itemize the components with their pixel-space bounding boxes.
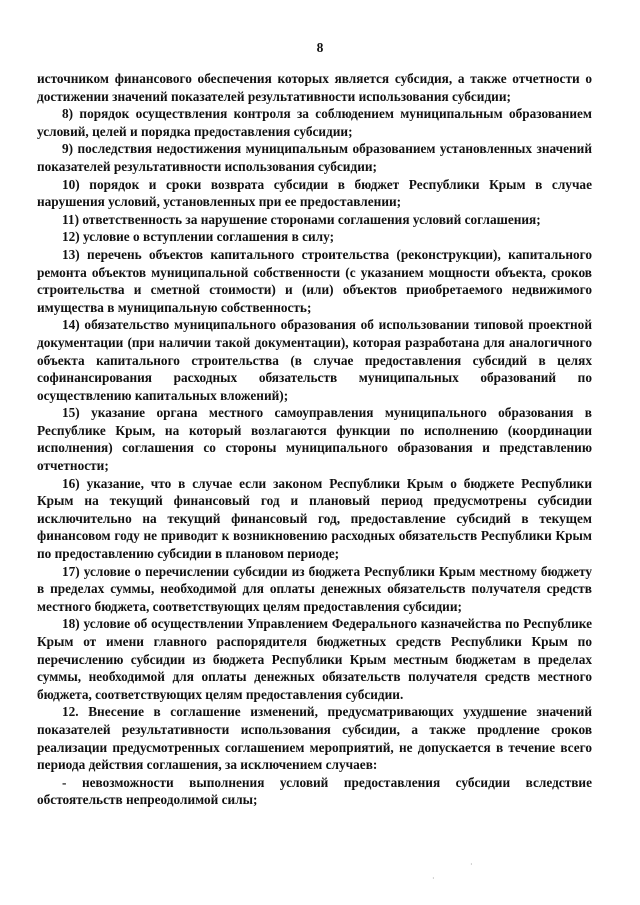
paragraph-item-8: 8) порядок осуществления контроля за соблюдением муниципальным образованием условий, целей и порядка предоставления субсидии; (37, 106, 592, 139)
scan-speck: · (470, 860, 473, 869)
paragraph-item-11: 11) ответственность за нарушение сторонами соглашения условий соглашения; (62, 211, 541, 227)
page-number: 8 (316, 40, 324, 55)
paragraph-item-9: 9) последствия недостижения муниципальным образованием установленных значений показателей результативности использования субсидии; (37, 141, 592, 174)
scan-speck: · (432, 874, 435, 883)
paragraph-item-15: 15) указание органа местного самоуправления муниципального образования в Республике Крым, на который возлагаются функции по исполнению (координации исполнения) соглашения со стороны муниципального образования и представлению отчетности; (37, 405, 592, 474)
paragraph-item-12: 12) условие о вступлении соглашения в силу; (62, 229, 335, 245)
paragraph-item-10: 10) порядок и сроки возврата субсидии в бюджет Республики Крым в случае нарушения условий, установленных при ее предоставлении; (37, 176, 592, 210)
paragraph-section-12: 12. Внесение в соглашение изменений, предусматривающих ухудшение значений показателей результативности использования субсидии, а также продление сроков реализации предусмотренных соглашением мероприятий, не допускается в течение всего периода действия соглашения, за исключением случаев: (37, 704, 592, 773)
paragraph-item-14: 14) обязательство муниципального образования об использовании типовой проектной документации (при наличии такой документации), которая разработана для аналогичного объекта капитального строительства (в случае предоставления субсидий в целях софинансирования расходных обязательств муниципальных образований по осуществлению капитальных вложений); (37, 317, 592, 403)
paragraph-continuation: источником финансового обеспечения которых является субсидия, а также отчетности о достижении значений показателей результативности использования субсидии; (37, 71, 592, 104)
paragraph-item-16: 16) указание, что в случае если законом Республики Крым о бюджете Республики Крым на текущий финансовый год и плановый период предусмотрены субсидии исключительно на текущий финансовый год, предоставление субсидий в текущем финансовом году не приводит к возникновению расходных обязательств Республики Крым по предоставлению субсидии в плановом периоде; (37, 475, 592, 562)
paragraph-item-13: 13) перечень объектов капитального строительства (реконструкции), капитального ремонта объектов муниципальной собственности (с указанием мощности объекта, сроков строительства и сметной стоимости) и (или) объектов приобретаемого недвижимого имущества в муниципальную собственность; (37, 246, 592, 315)
paragraph-exception-force-majeure: - невозможности выполнения условий предоставления субсидии вследствие обстоятельств непреодолимой силы; (37, 774, 592, 808)
paragraph-item-17: 17) условие о перечислении субсидии из бюджета Республики Крым местному бюджету в пределах суммы, необходимой для оплаты денежных обязательств получателя средств местного бюджета, соответствующих целям предоставления субсидии; (37, 563, 592, 614)
document-body (37, 70, 592, 809)
paragraph-item-18: 18) условие об осуществлении Управлением Федерального казначейства по Республике Крым от имени главного распорядителя бюджетных средств Республики Крым по перечислению субсидии из бюджета Республики Крым местным бюджетам в пределах суммы, необходимой для оплаты денежных обязательств получателя средств местного бюджета, соответствующих целям предоставления субсидии. (37, 616, 592, 702)
